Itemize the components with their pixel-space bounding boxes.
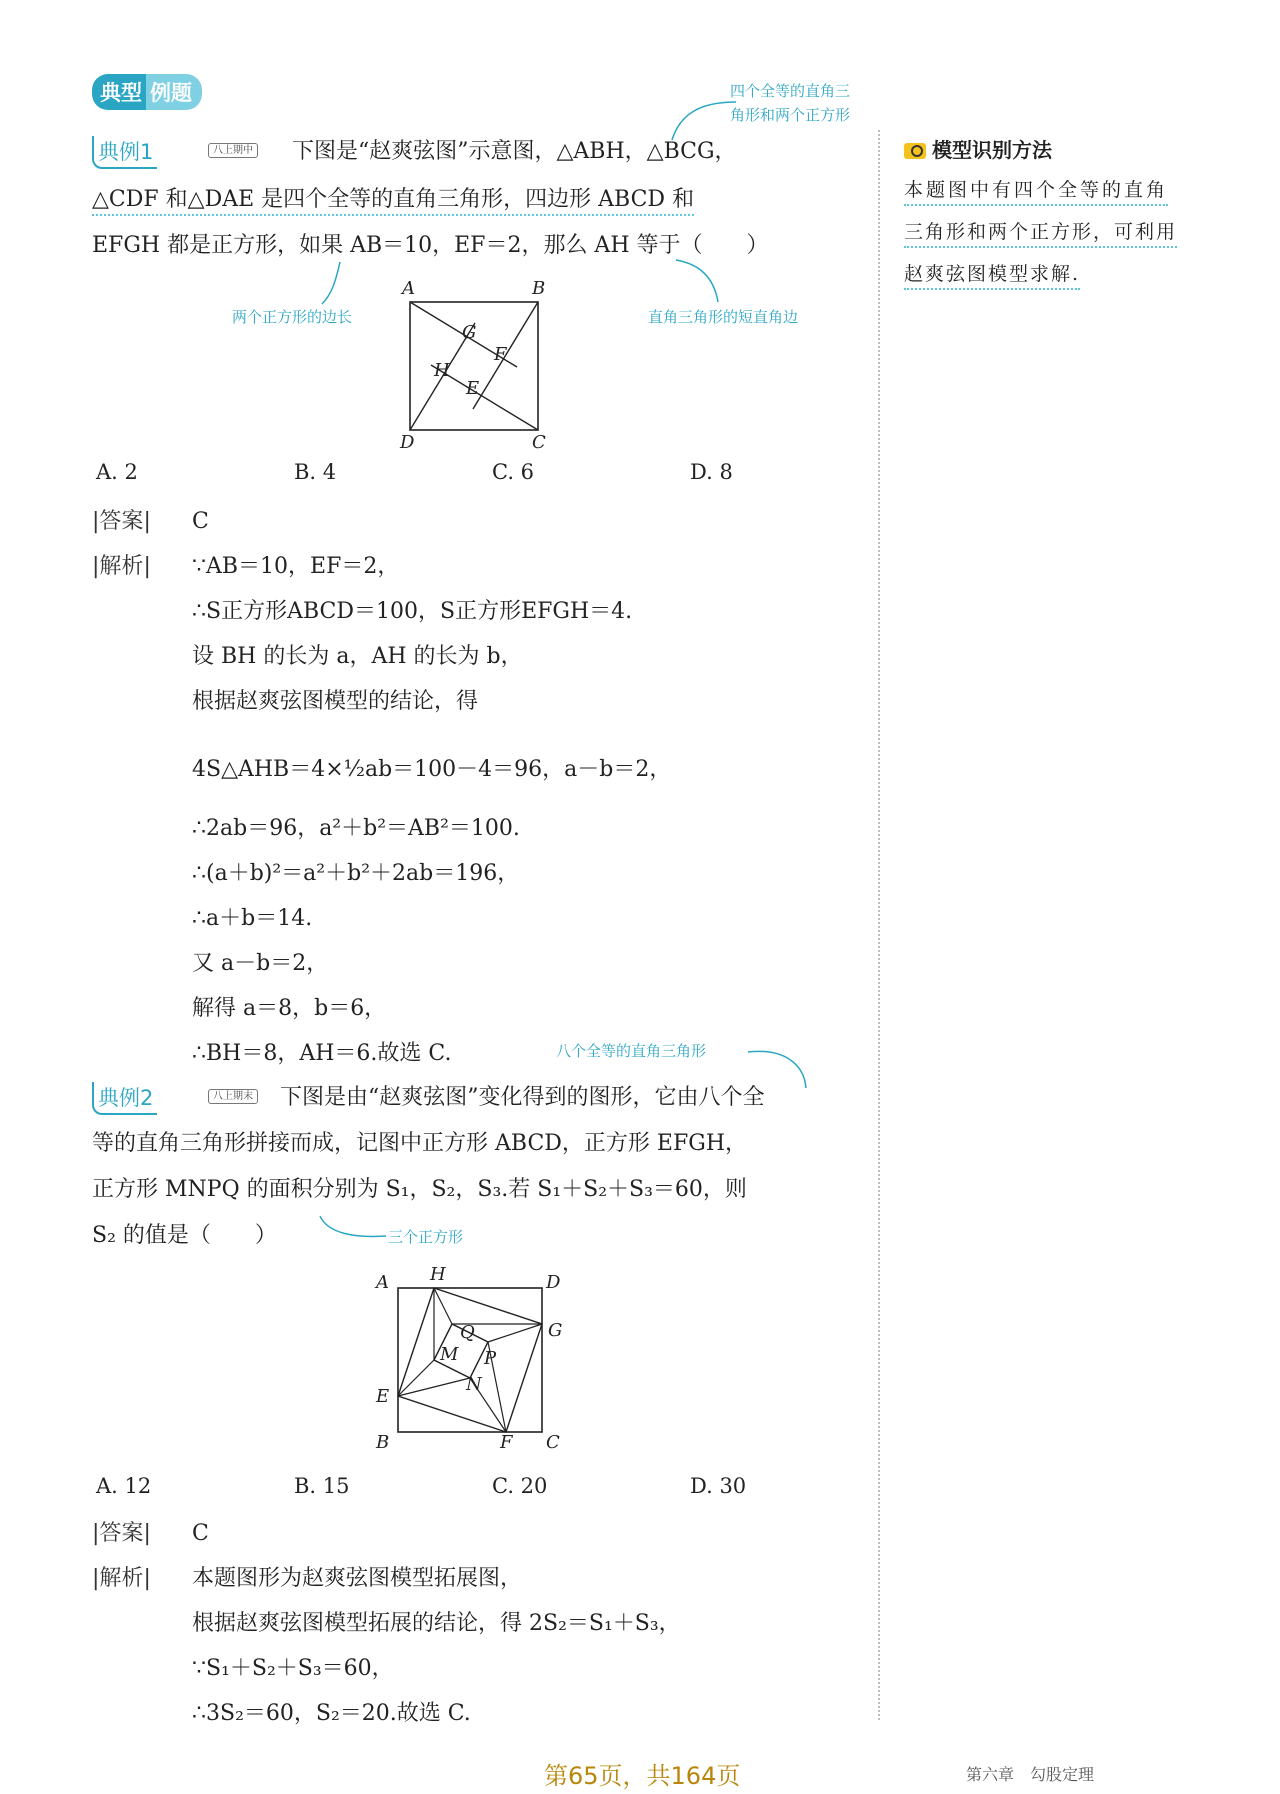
example2-analysis-line-4: ∴3S₂＝60，S₂＝20.故选 C. [192, 1701, 471, 1726]
figure2-label-d: D [546, 1272, 561, 1293]
figure2-label-e: E [376, 1386, 390, 1407]
figure1-label-a: A [402, 278, 415, 299]
figure2-label-q: Q [460, 1322, 475, 1343]
example2-option-c: C. 20 [492, 1474, 548, 1498]
example2-analysis-label: |解析| [92, 1566, 151, 1591]
example2-answer-label: |答案| [92, 1521, 151, 1546]
example1-analysis-line-11: ∴BH＝8，AH＝6.故选 C. [192, 1041, 452, 1066]
example1-analysis-line-10: 解得 a＝8，b＝6， [192, 996, 387, 1021]
figure2-label-n: N [466, 1374, 482, 1395]
chapter-label: 第六章 勾股定理 [966, 1765, 1095, 1784]
figure2-label-g: G [548, 1320, 563, 1341]
example1-analysis-line-1: ∵AB＝10，EF＝2， [192, 554, 400, 579]
example2-analysis-line-1: 本题图形为赵爽弦图模型拓展图， [192, 1566, 523, 1591]
example2-analysis-line-2: 根据赵爽弦图模型拓展的结论，得 2S₂＝S₁＋S₃， [192, 1611, 681, 1636]
section-badge-part2: 例题 [146, 74, 202, 110]
example1-note-left-arrow [318, 260, 358, 308]
sidebar-title-text: 模型识别方法 [932, 138, 1052, 162]
figure1-label-b: B [532, 278, 546, 299]
example1-analysis-label: |解析| [92, 554, 151, 579]
sidebar-line-3: 赵爽弦图模型求解. [904, 260, 1080, 290]
figure1-label-h: H [434, 360, 450, 381]
example1-question-line-3: EFGH 都是正方形，如果 AB＝10，EF＝2，那么 AH 等于（ ） [92, 233, 769, 258]
figure1-label-c: C [532, 432, 546, 452]
zhao-shuang-figure-2 [362, 1262, 582, 1452]
figure2-label-c: C [546, 1432, 560, 1452]
example1-label: 典例1 [92, 136, 157, 169]
square-abcd-outer [398, 1288, 542, 1432]
example1-analysis-line-7: ∴(a＋b)²＝a²＋b²＋2ab＝196， [192, 861, 520, 886]
example2-question-line-1: 下图是由“赵爽弦图”变化得到的图形，它由八个全 [280, 1085, 765, 1110]
figure2-label-b: B [376, 1432, 390, 1452]
example1-analysis-line-9: 又 a－b＝2， [192, 951, 329, 976]
segment-g-q [488, 1324, 542, 1342]
sidebar-title [904, 134, 1052, 163]
example1-analysis-line-8: ∴a＋b＝14. [192, 906, 313, 931]
example2-question-line-4: S₂ 的值是（ ） [92, 1223, 277, 1248]
figure2-label-f: F [500, 1432, 513, 1452]
example2-option-b: B. 15 [294, 1474, 350, 1498]
figure1-label-f: F [494, 344, 507, 365]
example1-analysis-line-6: ∴2ab＝96，a²＋b²＝AB²＝100. [192, 816, 520, 841]
section-badge-part1: 典型 [92, 74, 146, 110]
example1-option-d: D. 8 [690, 460, 733, 484]
example1-analysis-line-2: ∴S正方形ABCD＝100，S正方形EFGH＝4. [192, 599, 633, 624]
zhao-shuang-figure-1 [380, 272, 570, 452]
segment-e-inner [398, 1378, 470, 1396]
example2-answer: C [192, 1521, 209, 1546]
example2-note-bottom-arrow [316, 1212, 390, 1246]
magnifier-icon [904, 143, 926, 159]
example1-option-c: C. 6 [492, 460, 535, 484]
column-divider [878, 130, 880, 1720]
example2-label: 典例2 [92, 1082, 157, 1115]
figure2-label-p: P [484, 1348, 497, 1369]
example1-option-a: A. 2 [96, 460, 138, 484]
sidebar-line-1: 本题图中有四个全等的直角 [904, 176, 1168, 206]
example1-answer-label: |答案| [92, 509, 151, 534]
example1-analysis-line-4: 根据赵爽弦图模型的结论，得 [192, 689, 479, 714]
example2-tag: 八上期末 [208, 1089, 258, 1104]
example1-note-right: 直角三角形的短直角边 [648, 308, 799, 326]
sidebar-line-2: 三角形和两个正方形，可利用 [904, 218, 1177, 248]
section-badge [92, 74, 202, 110]
figure2-label-h: H [430, 1264, 446, 1285]
example1-answer: C [192, 509, 209, 534]
example1-note-left: 两个正方形的边长 [232, 308, 353, 326]
square-efgh [398, 1288, 542, 1432]
example1-note-right-arrow [672, 258, 732, 308]
figure2-label-a: A [376, 1272, 389, 1293]
example1-analysis-line-3: 设 BH 的长为 a，AH 的长为 b， [192, 644, 523, 669]
example1-question-line-1: 下图是“赵爽弦图”示意图，△ABH，△BCG， [292, 139, 737, 164]
figure1-label-e: E [466, 378, 480, 399]
example2-option-d: D. 30 [690, 1474, 747, 1498]
example1-note-top-2: 角形和两个正方形 [730, 106, 851, 124]
figure1-label-g: G [462, 322, 477, 343]
example2-analysis-line-3: ∵S₁＋S₂＋S₃＝60， [192, 1656, 394, 1681]
example2-note-top: 八个全等的直角三角形 [556, 1042, 707, 1060]
page-info: 第65页，共164页 [544, 1762, 741, 1790]
example1-option-b: B. 4 [294, 460, 337, 484]
example2-question-line-3: 正方形 MNPQ 的面积分别为 S₁，S₂，S₃.若 S₁＋S₂＋S₃＝60，则 [92, 1177, 747, 1202]
example2-note-bottom: 三个正方形 [388, 1228, 464, 1246]
example2-question-line-2: 等的直角三角形拼接而成，记图中正方形 ABCD，正方形 EFGH， [92, 1131, 748, 1156]
figure1-label-d: D [400, 432, 415, 452]
figure2-label-m: M [440, 1344, 459, 1365]
example1-question-line-2: △CDF 和△DAE 是四个全等的直角三角形，四边形 ABCD 和 [92, 186, 694, 216]
example1-tag: 八上期中 [208, 143, 258, 158]
example2-option-a: A. 12 [96, 1474, 152, 1498]
example1-analysis-line-5: 4S△AHB＝4×½ab＝100－4＝96，a－b＝2， [192, 757, 672, 782]
example1-note-top-1: 四个全等的直角三 [730, 82, 851, 100]
